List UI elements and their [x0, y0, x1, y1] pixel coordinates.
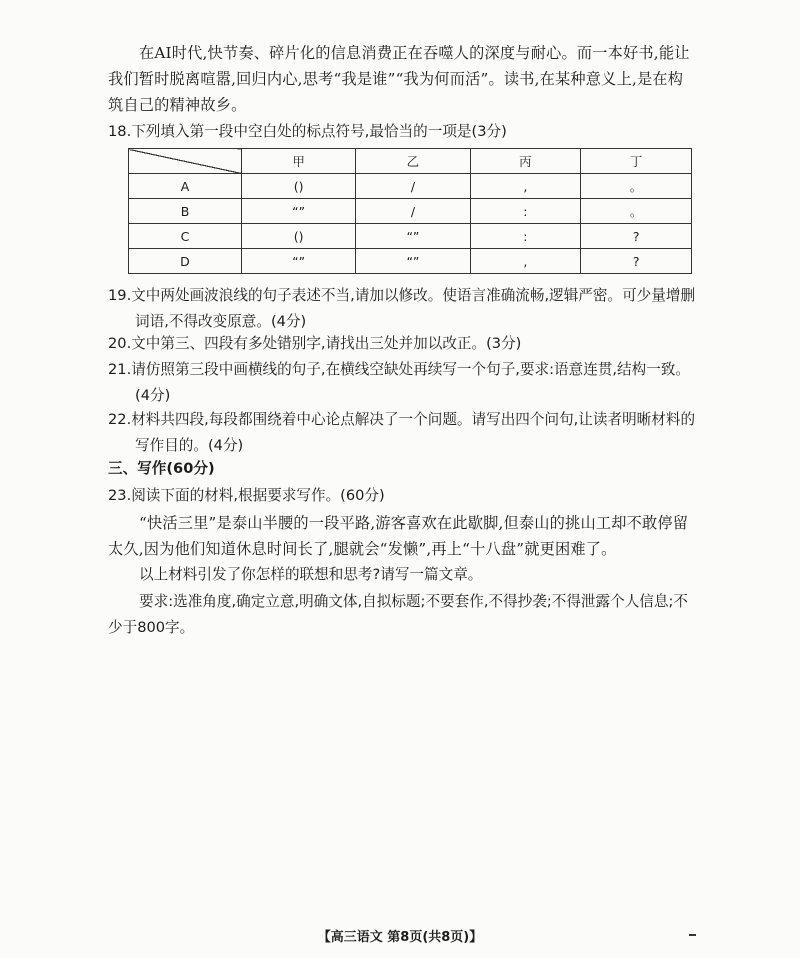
- option-cell: 。: [581, 199, 692, 224]
- passage-paragraph: 在AI时代,快节奏、碎片化的信息消费正在吞噬人的深度与耐心。而一本好书,能让我们暂时脱离喧嚣,回归内心,思考“我是谁”“我为何而活”。读书,在某种意义上,是在构筑自己的精神故乡。: [108, 44, 690, 114]
- question-22-line1: 22.材料共四段,每段都围绕着中心论点解决了一个问题。请写出四个问句,让读者明晰材料的: [108, 411, 696, 428]
- question-21-line2: (4分): [135, 387, 171, 404]
- question-19: [108, 283, 698, 335]
- question-20: 20.文中第三、四段有多处错别字,请找出三处并加以改正。(3分): [108, 335, 522, 352]
- option-cell: (): [242, 224, 356, 249]
- section-3-heading: 三、写作(60分): [108, 460, 215, 477]
- option-label: B: [129, 199, 242, 224]
- question-19-line1: 19.文中两处画波浪线的句子表述不当,请加以修改。使语言准确流畅,逻辑严密。可少量增删: [108, 287, 696, 304]
- question-19-line2: 词语,不得改变原意。(4分): [135, 313, 307, 330]
- scan-mark: [689, 934, 696, 936]
- option-cell: :: [470, 199, 581, 224]
- writing-requirements: 要求:选准角度,确定立意,明确文体,自拟标题;不要套作,不得抄袭;不得泄露个人信息;不少于800字。: [108, 593, 689, 636]
- option-cell: :: [470, 224, 581, 249]
- option-label: C: [129, 224, 242, 249]
- option-label: A: [129, 174, 242, 199]
- option-cell: ,: [470, 174, 581, 199]
- header-ding: 丁: [581, 149, 692, 174]
- punctuation-options-table: [128, 148, 692, 274]
- header-yi: 乙: [356, 149, 470, 174]
- option-cell: /: [356, 199, 470, 224]
- question-21-line1: 21.请仿照第三段中画横线的句子,在横线空缺处再续写一个句子,要求:语意连贯,结构一致。: [108, 361, 691, 378]
- question-23: 23.阅读下面的材料,根据要求写作。(60分): [108, 487, 385, 504]
- option-label: D: [129, 249, 242, 274]
- question-22: [108, 407, 698, 459]
- question-18: 18.下列填入第一段中空白处的标点符号,最恰当的一项是(3分): [108, 123, 507, 140]
- table-row: [129, 249, 692, 274]
- writing-prompt: 以上材料引发了你怎样的联想和思考?请写一篇文章。: [139, 566, 483, 583]
- table-row: [129, 199, 692, 224]
- option-cell: ?: [581, 224, 692, 249]
- header-bing: 丙: [470, 149, 581, 174]
- option-cell: “”: [356, 249, 470, 274]
- table-corner-cell: [129, 149, 242, 174]
- header-jia: 甲: [242, 149, 356, 174]
- option-cell: “”: [242, 249, 356, 274]
- option-cell: “”: [356, 224, 470, 249]
- option-cell: ?: [581, 249, 692, 274]
- table-header-row: [129, 149, 692, 174]
- question-21: [108, 357, 698, 409]
- option-cell: (): [242, 174, 356, 199]
- table-row: [129, 224, 692, 249]
- option-cell: ,: [470, 249, 581, 274]
- page-footer: 【高三语文 第8页(共8页)】: [317, 930, 483, 945]
- option-cell: “”: [242, 199, 356, 224]
- table-row: [129, 174, 692, 199]
- question-22-line2: 写作目的。(4分): [135, 437, 244, 454]
- option-cell: /: [356, 174, 470, 199]
- writing-material: “快活三里”是泰山半腰的一段平路,游客喜欢在此歇脚,但泰山的挑山工却不敢停留太久,因为他们知道休息时间长了,腿就会“发懒”,再上“十八盘”就更困难了。: [108, 514, 689, 558]
- option-cell: 。: [581, 174, 692, 199]
